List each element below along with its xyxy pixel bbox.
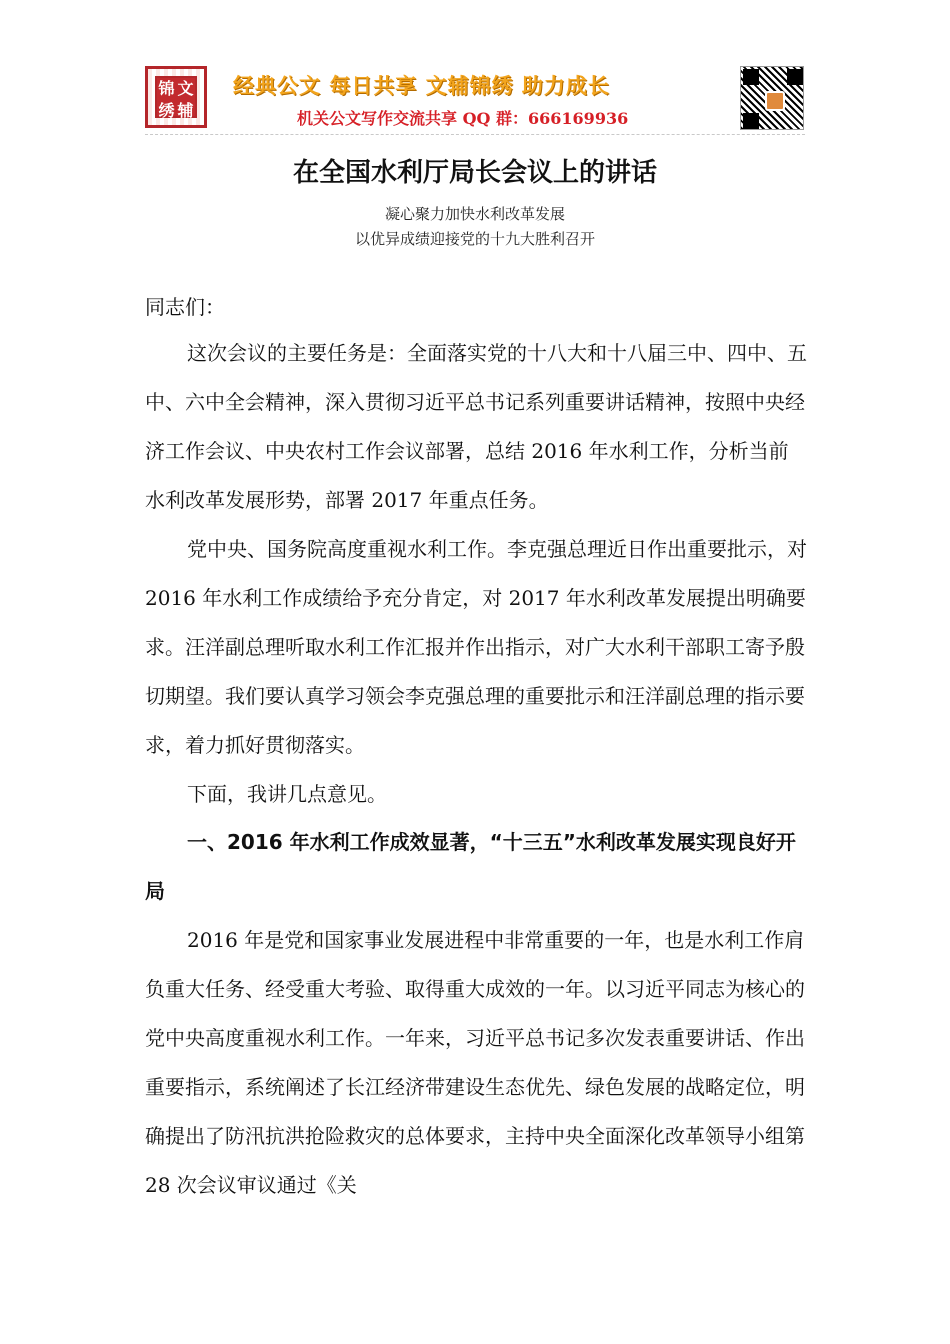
qr-center-avatar (765, 91, 785, 111)
section-heading: 一、2016 年水利工作成效显著，“十三五”水利改革发展实现良好开局 (145, 830, 796, 903)
seal-inner (155, 76, 197, 118)
qq-group-text: 机关公文写作交流共享 QQ 群：666169936 (297, 109, 629, 128)
paragraph: 这次会议的主要任务是：全面落实党的十八大和十八届三中、四中、五中、六中全会精神，深入贯彻习近平总书记系列重要讲话精神，按照中央经济工作会议、中央农村工作会议部署，总结 2016 年水利工作，分析当前水利改革发展形势，部署 2017 年重点任务。 (145, 341, 807, 512)
paragraph: 2016 年是党和国家事业发展进程中非常重要的一年，也是水利工作肩负重大任务、经受重大考验、取得重大成效的一年。以习近平同志为核心的党中央高度重视水利工作。一年来，习近平总书记多次发表重要讲话、作出重要指示，系统阐述了长江经济带建设生态优先、绿色发展的战略定位，明确提出了防汛抗洪抢险救灾的总体要求，主持中央全面深化改革领导小组第 28 次会议审议通过《关 (145, 928, 805, 1197)
subtitle-line-1: 凝心聚力加快水利改革发展 (384, 205, 565, 223)
header-slogan: 经典公文 每日共享 文辅锦绣 助力成长 (233, 74, 610, 98)
page-title: 在全国水利厅局长会议上的讲话 (292, 158, 657, 188)
paragraph: 党中央、国务院高度重视水利工作。李克强总理近日作出重要批示，对 2016 年水利工作成绩给予充分肯定，对 2017 年水利改革发展提出明确要求。汪洋副总理听取水利工作汇报并作出指示，对广大水利干部职工寄予殷切期望。我们要认真学习领会李克强总理的重要批示和汪洋副总理的指示要求，着力抓好贯彻落实。 (145, 537, 807, 757)
seal-char: 文 (177, 79, 194, 98)
paragraph: 下面，我讲几点意见。 (187, 782, 387, 806)
qr-code-icon (740, 66, 804, 130)
seal-logo (145, 66, 207, 128)
salutation: 同志们： (145, 295, 225, 319)
page-header (145, 66, 805, 136)
seal-char: 辅 (177, 101, 194, 120)
header-divider (145, 134, 805, 135)
seal-char: 绣 (158, 101, 175, 120)
subtitle-line-2: 以优异成绩迎接党的十九大胜利召开 (354, 230, 595, 248)
seal-char: 锦 (158, 79, 175, 98)
